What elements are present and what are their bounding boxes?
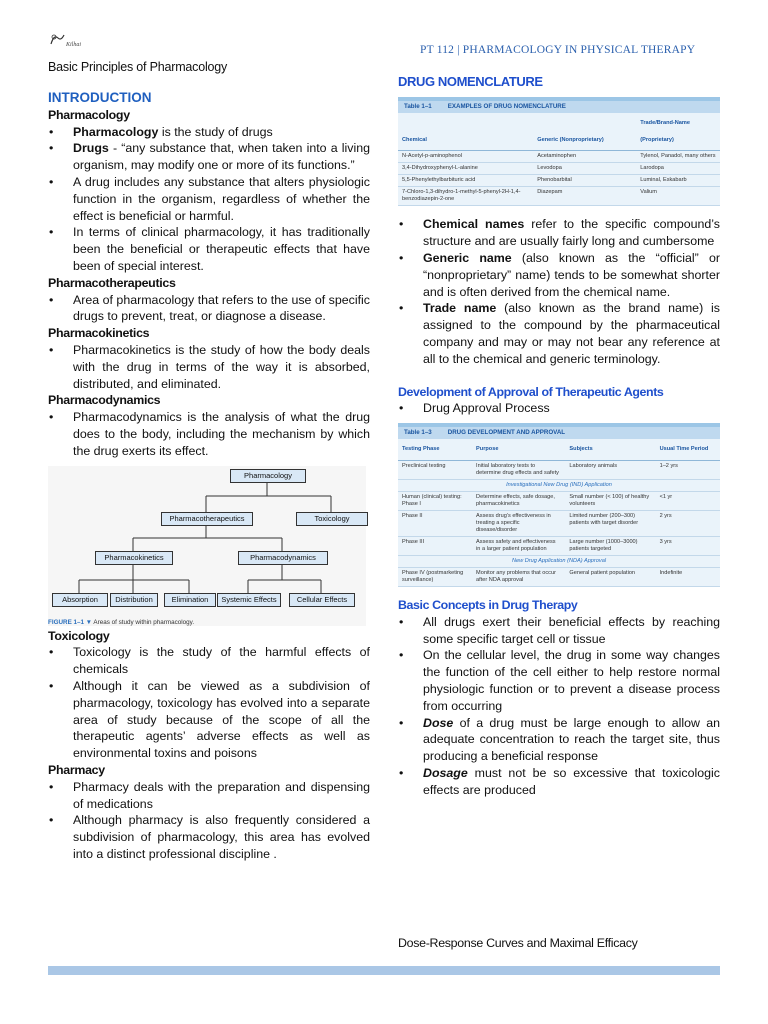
footer-bar	[48, 966, 720, 975]
node-pharmacokinetics: Pharmacokinetics	[95, 551, 173, 565]
table-title-bar	[398, 101, 720, 113]
list-item: • All drugs exert their beneficial effects by reaching some specific target cell or tissue	[399, 614, 720, 646]
table-cell: Valium	[636, 187, 720, 206]
table-cell: Initial laboratory tests to determine drug effects and safety	[472, 460, 565, 479]
column-header: Usual Time Period	[656, 439, 720, 460]
list-item: • Drugs - “any substance that, when taken into a living organism, may modify one or more of its functions.”	[49, 141, 370, 173]
table-cell: Luminal, Eskabarb	[636, 175, 720, 187]
table-cell: 7-Chloro-1,3-dihydro-1-methyl-5-phenyl-2H-1,4-benzodiazepin-2-one	[398, 187, 533, 206]
diagram-connectors	[48, 466, 366, 614]
node-pharmacodynamics: Pharmacodynamics	[238, 551, 328, 565]
table-row	[398, 151, 720, 163]
node-elimination: Elimination	[164, 593, 216, 607]
table-cell: Acetaminophen	[533, 151, 636, 163]
list-item: • Dosage must not be so excessive that toxicologic effects are produced	[399, 765, 720, 797]
approval-list	[398, 400, 720, 417]
table-cell: N-Acetyl-p-aminophenol	[398, 151, 533, 163]
list-item: • A drug includes any substance that alters physiologic function in the organism, regardless of whether the effect is beneficial or harmful.	[49, 174, 370, 223]
heading-pharmacology: Pharmacology	[48, 107, 130, 122]
node-pharmacology: Pharmacology	[230, 469, 306, 483]
list-item: • Toxicology is the study of the harmful effects of chemicals	[49, 645, 370, 677]
table-row	[398, 510, 720, 536]
table-cell: Phase III	[398, 536, 472, 555]
heading-pharmacokinetics: Pharmacokinetics	[48, 326, 150, 341]
pharmacology-diagram	[48, 466, 366, 626]
table-cell: Assess safety and effectiveness in a larger patient population	[472, 536, 565, 555]
table-row	[398, 567, 720, 586]
table-cell: 3 yrs	[656, 536, 720, 555]
logo-icon	[48, 32, 68, 48]
table-cell: Levodopa	[533, 163, 636, 175]
table-cell: <1 yr	[656, 491, 720, 510]
column-header: Trade/Brand-Name (Proprietary)	[636, 113, 720, 151]
right-column	[398, 74, 720, 799]
node-pharmacotherapeutics: Pharmacotherapeutics	[161, 512, 253, 526]
column-header: Chemical	[398, 113, 533, 151]
table-header-row	[398, 439, 720, 460]
table-cell: Human (clinical) testing: Phase I	[398, 491, 472, 510]
table-cell: Larodopa	[636, 163, 720, 175]
table-title: DRUG DEVELOPMENT AND APPROVAL	[447, 429, 566, 437]
pharmacodynamics-list	[48, 409, 370, 459]
heading-pharmacotherapeutics: Pharmacotherapeutics	[48, 275, 176, 290]
table-cell: Small number (< 100) of healthy volunteers	[565, 491, 655, 510]
table-header-row	[398, 113, 720, 151]
table-cell: 5,5-Phenylethylbarbituric acid	[398, 175, 533, 187]
table-drug-development	[398, 423, 720, 587]
figure-caption: FIGURE 1–1 ▼ Areas of study within pharmacology.	[48, 618, 195, 626]
list-item: • On the cellular level, the drug in some way changes the function of the cell either to help restore normal physiologic function or to prevent a disease process from occurring	[399, 648, 720, 713]
list-item: • Although it can be viewed as a subdivision of pharmacology, toxicology has evolved into a separate area of study because of the scope of all the therapeutic agents’ adverse effects as well as environmental toxins and poisons	[49, 678, 370, 761]
node-absorption: Absorption	[52, 593, 108, 607]
table-row	[398, 187, 720, 206]
table-cell: Large number (1000–3000) patients targeted	[565, 536, 655, 555]
heading-pharmacodynamics: Pharmacodynamics	[48, 393, 161, 408]
table-title-bar	[398, 427, 720, 439]
course-title: PT 112 | PHARMACOLOGY IN PHYSICAL THERAPY	[420, 44, 696, 56]
list-item: • Pharmacodynamics is the analysis of what the drug does to the body, including the mechanism by which the drug exerts its effect.	[49, 410, 370, 458]
table-subheader-row	[398, 479, 720, 491]
node-toxicology: Toxicology	[296, 512, 368, 526]
name-types-list	[398, 216, 720, 367]
table-cell: Diazepam	[533, 187, 636, 206]
table-cell: Phase IV (postmarketing surveillance)	[398, 567, 472, 586]
table-cell: New Drug Application (NDA) Approval	[398, 555, 720, 567]
column-header: Subjects	[565, 439, 655, 460]
heading-toxicology: Toxicology	[48, 628, 110, 643]
table-number: Table 1–3	[404, 429, 432, 437]
table-title: EXAMPLES OF DRUG NOMENCLATURE	[447, 102, 566, 110]
table-cell: Monitor any problems that occur after NDA approval	[472, 567, 565, 586]
heading-pharmacy: Pharmacy	[48, 762, 105, 777]
list-item: • Drug Approval Process	[399, 401, 550, 416]
toxicology-list	[48, 644, 370, 762]
section-heading-introduction: INTRODUCTION	[48, 90, 152, 105]
table-cell: Assess drug’s effectiveness in treating a specific disease/disorder	[472, 510, 565, 536]
left-column	[48, 90, 370, 863]
list-item: • Area of pharmacology that refers to the use of specific drugs to prevent, treat, or diagnose a disease.	[49, 292, 370, 324]
list-item: • Pharmacology is the study of drugs	[49, 124, 273, 139]
list-item: • In terms of clinical pharmacology, it has traditionally been the beneficial or therapeutic effects that have been of special interest.	[49, 225, 370, 273]
table-drug-nomenclature	[398, 97, 720, 207]
section-heading-basic-concepts: Basic Concepts in Drug Therapy	[398, 597, 578, 612]
table-row	[398, 460, 720, 479]
table-cell: General patient population	[565, 567, 655, 586]
column-header: Testing Phase	[398, 439, 472, 460]
list-item: • Although pharmacy is also frequently considered a subdivision of pharmacology, this area has evolved into a distinct professional discipline .	[49, 813, 370, 861]
node-systemic-effects: Systemic Effects	[217, 593, 281, 607]
table-cell: Determine effects, safe dosage, pharmacokinetics	[472, 491, 565, 510]
table-row	[398, 163, 720, 175]
table-row	[398, 536, 720, 555]
section-heading-nomenclature: DRUG NOMENCLATURE	[398, 74, 543, 89]
table-cell: 1–2 yrs	[656, 460, 720, 479]
table-cell: Preclinical testing	[398, 460, 472, 479]
footer-heading: Dose-Response Curves and Maximal Efficacy	[398, 936, 638, 950]
table-number: Table 1–1	[404, 102, 432, 110]
table-subheader-row	[398, 555, 720, 567]
list-item: • Trade name (also known as the brand name) is assigned to the compound by the pharmaceutical company and may or may not bear any reference at all to the chemical and generic terminology.	[399, 301, 720, 366]
table-cell: Laboratory animals	[565, 460, 655, 479]
table-row	[398, 175, 720, 187]
node-cellular-effects: Cellular Effects	[289, 593, 355, 607]
node-distribution: Distribution	[110, 593, 158, 607]
list-item: • Pharmacokinetics is the study of how the body deals with the drug in terms of the way it is absorbed, distributed, and eliminated.	[49, 342, 370, 391]
pharmacokinetics-list	[48, 342, 370, 392]
pharmacy-list	[48, 779, 370, 863]
column-header: Purpose	[472, 439, 565, 460]
table-cell: Phase II	[398, 510, 472, 536]
table-cell: Limited number (200–300) patients with target disorder	[565, 510, 655, 536]
table-cell: Investigational New Drug (IND) Application	[398, 479, 720, 491]
concepts-list	[398, 614, 720, 799]
document-title: Basic Principles of Pharmacology	[48, 60, 228, 74]
column-header: Generic (Nonproprietary)	[533, 113, 636, 151]
section-heading-approval: Development of Approval of Therapeutic Agents	[398, 384, 664, 399]
list-item: • Pharmacy deals with the preparation and dispensing of medications	[49, 779, 370, 811]
list-item: • Chemical names refer to the specific compound’s structure and are usually fairly long and cumbersome	[399, 217, 721, 249]
logo-text: Kilhai	[66, 42, 82, 48]
list-item: • Dose of a drug must be large enough to allow an adequate concentration to reach the target site, thus producing a beneficial response	[399, 715, 720, 764]
table-cell: Tylenol, Panadol, many others	[636, 151, 720, 163]
pharmacotherapeutics-list	[48, 292, 370, 326]
table-cell: Indefinite	[656, 567, 720, 586]
pharmacology-list	[48, 124, 370, 275]
table-cell: 2 yrs	[656, 510, 720, 536]
table-cell: 3,4-Dihydroxyphenyl-L-alanine	[398, 163, 533, 175]
table-cell: Phenobarbital	[533, 175, 636, 187]
list-item: • Generic name (also known as the “official” or “nonproprietary” name) tends to be somewhat shorter and is often derived from the chemical name.	[399, 250, 720, 299]
table-row	[398, 491, 720, 510]
